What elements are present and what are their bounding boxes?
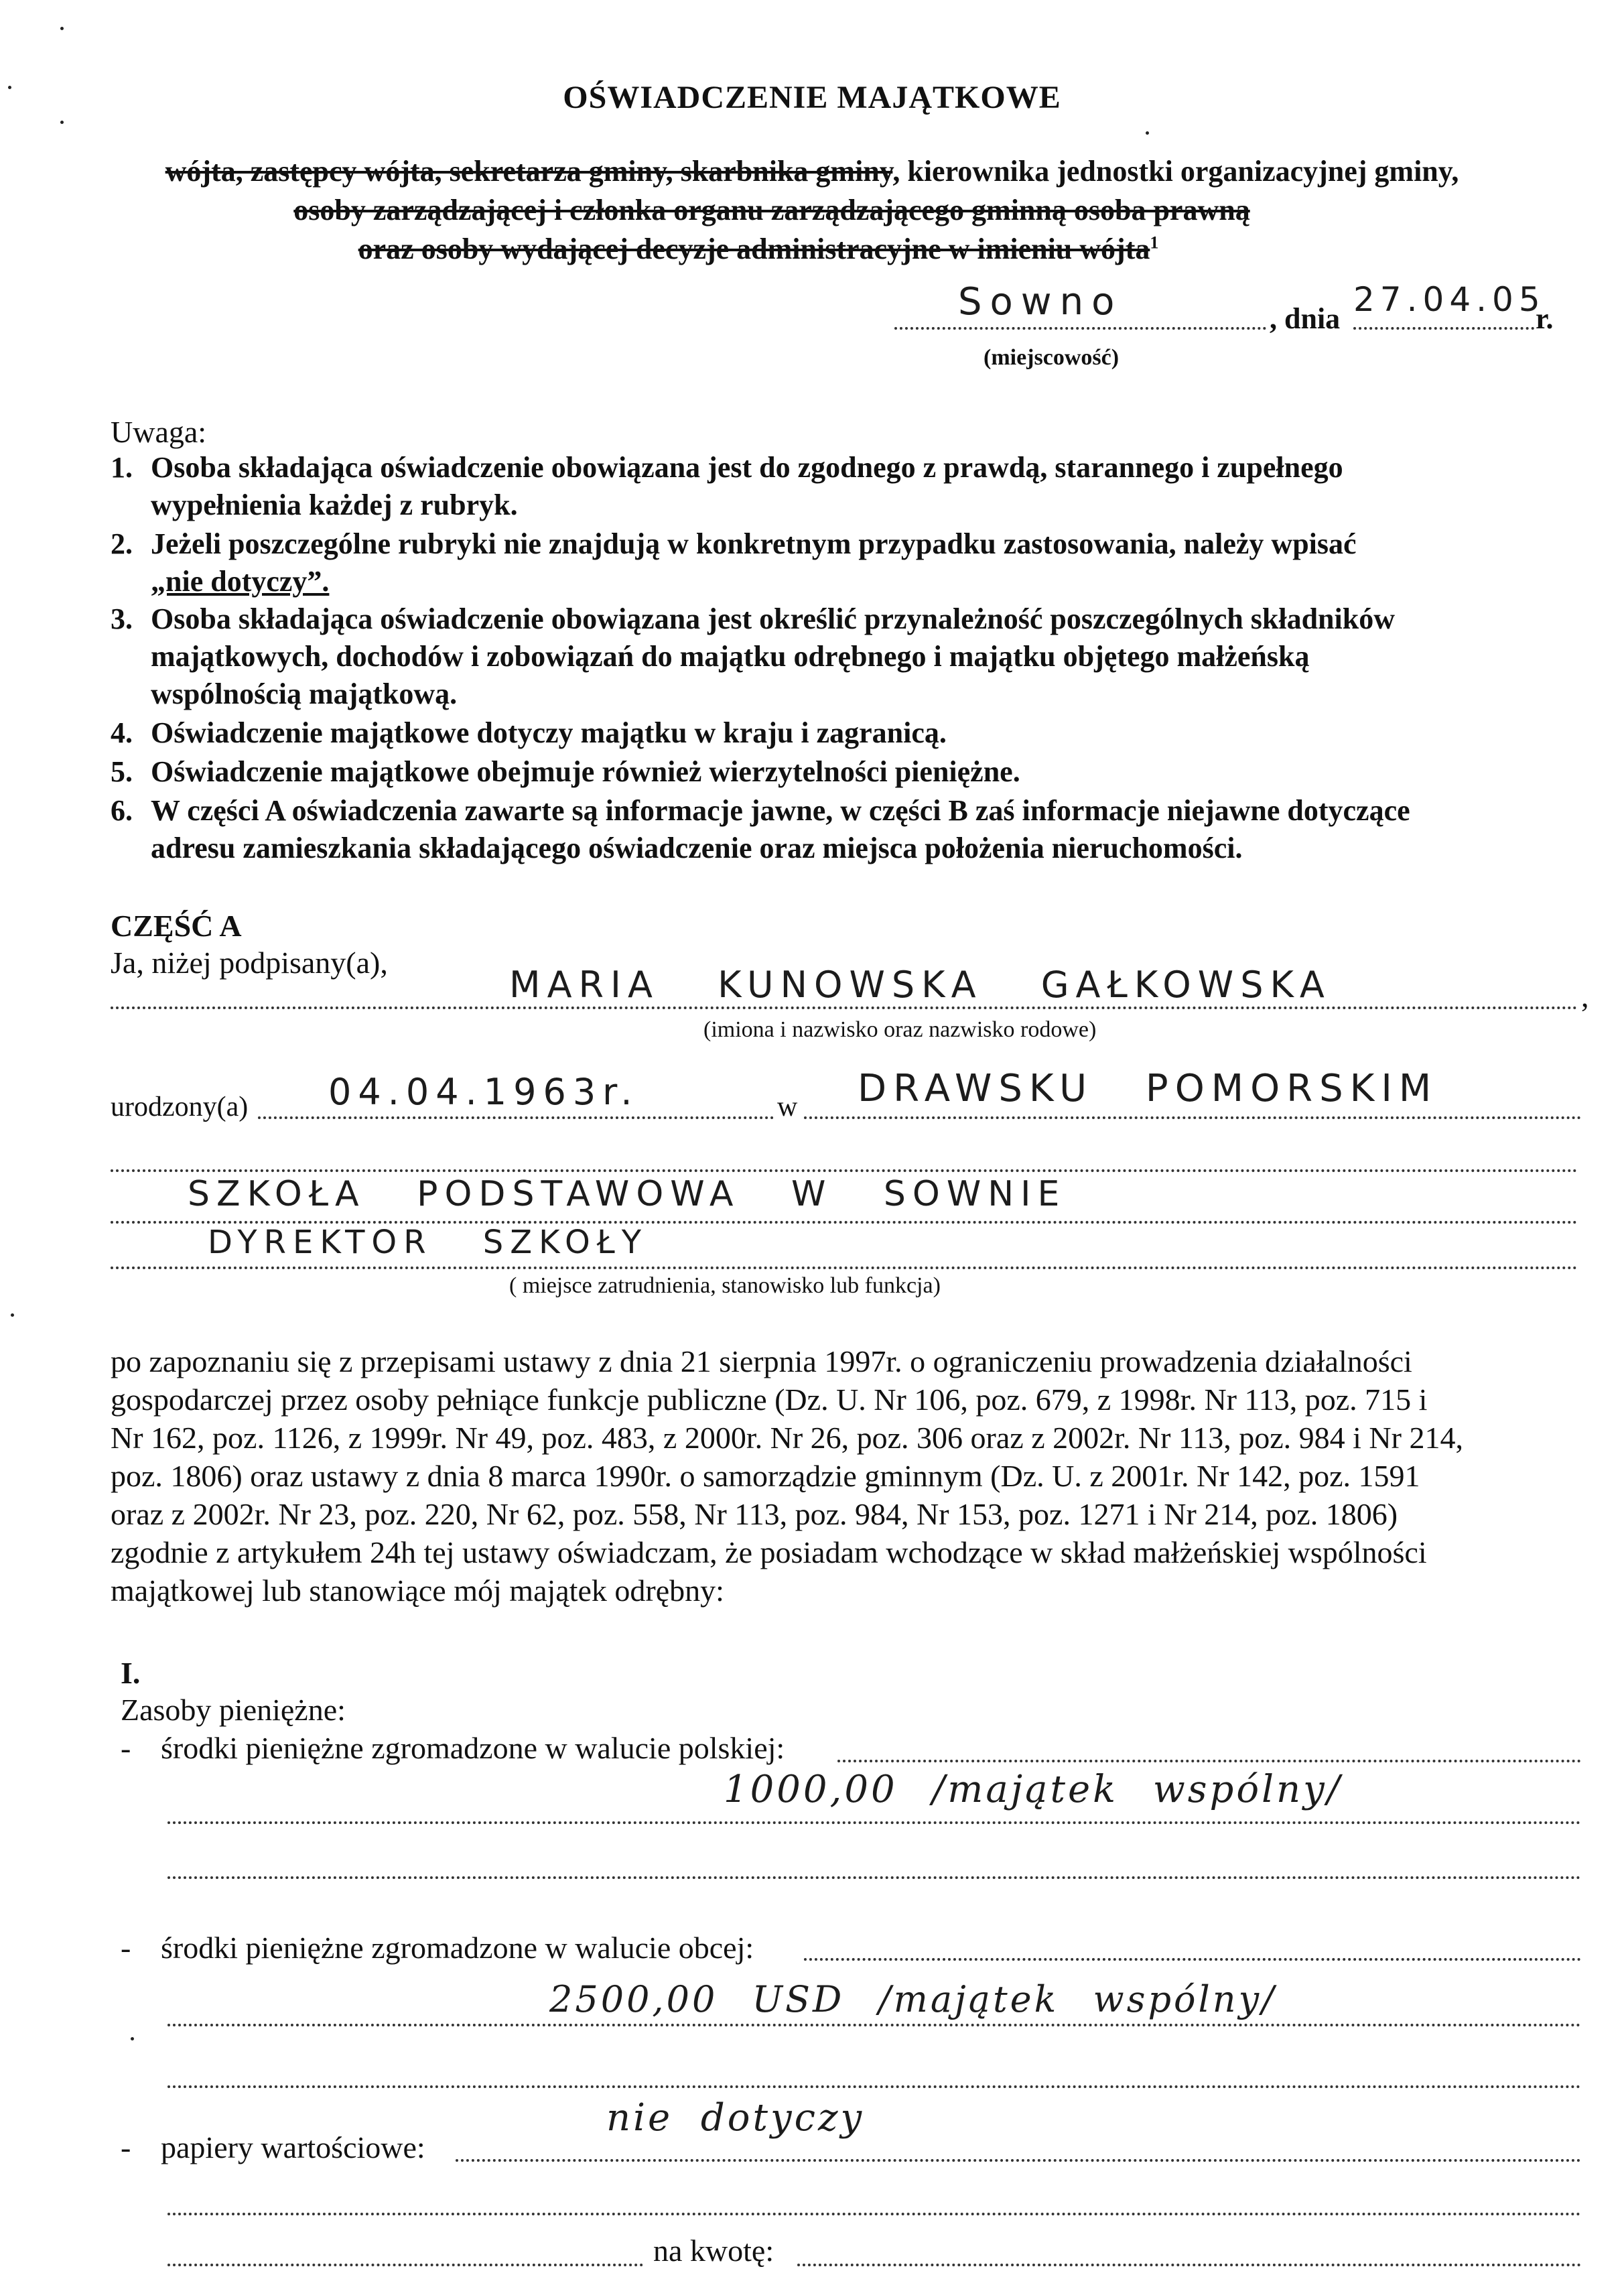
pln-value: 1000,00 /majątek wspólny/ (724, 1768, 1343, 1811)
header-line-1-rest: , kierownika jednostki organizacyjnej gminy, (892, 155, 1459, 188)
employment-value-1: SZKOŁA PODSTAWOWA W SOWNIE (188, 1174, 1067, 1214)
note-text: Oświadczenie majątkowe dotyczy majątku w kraju i zagranicą. (151, 716, 947, 749)
securities-line-2 (167, 2213, 1581, 2215)
document-title: OŚWIADCZENIE MAJĄTKOWE (563, 80, 1061, 115)
employment-value-2: DYREKTOR SZKOŁY (208, 1224, 649, 1261)
extra-line (111, 1169, 1578, 1172)
foreign-value: 2500,00 USD /majątek wspólny/ (549, 1978, 1277, 2020)
note-number: 4. (111, 716, 133, 749)
place-caption: (miejscowość) (984, 345, 1120, 370)
header-line-3-struck: oraz osoby wydającej decyzje administracyjne w imieniu wójta (358, 233, 1150, 265)
note-number: 1. (111, 451, 133, 484)
dash-securities: - (121, 2130, 131, 2164)
note-text: wspólnością majątkową. (151, 677, 458, 710)
date-field-line (1353, 327, 1534, 330)
scan-speck (11, 1313, 14, 1317)
employment-line-2 (111, 1267, 1578, 1269)
note-number: 3. (111, 602, 133, 635)
header-line-2 (0, 193, 1584, 227)
securities-line-1 (456, 2159, 1581, 2162)
born-place-value: DRAWSKU POMORSKIM (858, 1067, 1438, 1110)
header-line-1 (0, 154, 1624, 188)
w-label: w (777, 1092, 798, 1122)
statement-line: zgodnie z artykułem 24h tej ustawy oświadczam, że posiadam wchodzące w skład małżeńskiej wspólności (111, 1535, 1427, 1569)
note-text: Oświadczenie majątkowe obejmuje również wierzytelności pieniężne. (151, 755, 1020, 788)
note-number: 5. (111, 755, 133, 788)
note-text: Osoba składająca oświadczenie obowiązana jest do zgodnego z prawdą, starannego i zupełnego (151, 451, 1343, 484)
note-text: Osoba składająca oświadczenie obowiązana jest określić przynależność poszczególnych składników (151, 602, 1396, 635)
date-value: 27.04.05 (1353, 280, 1546, 319)
name-caption: (imiona i nazwisko oraz nazwisko rodowe) (703, 1017, 1097, 1042)
scan-speck (60, 27, 64, 30)
born-label: urodzony(a) (111, 1092, 249, 1122)
header-line-1-struck: wójta, zastępcy wójta, sekretarza gminy, skarbnika gminy (165, 155, 893, 188)
name-comma: , (1581, 979, 1589, 1013)
amount-label: na kwotę: (653, 2233, 774, 2268)
born-place-line (804, 1116, 1581, 1119)
securities-label: papiery wartościowe: (161, 2130, 425, 2164)
note-text: W części A oświadczenia zawarte są informacje jawne, w części B zaś informacje niejawne dotyczące (151, 794, 1410, 827)
foreign-line-3 (167, 2085, 1581, 2088)
note-text: wypełnienia każdej z rubryk. (151, 489, 518, 521)
name-field-line (111, 1006, 1578, 1009)
statement-line: oraz z 2002r. Nr 23, poz. 220, Nr 62, poz. 558, Nr 113, poz. 984, Nr 153, poz. 1271 i Nr 214, poz. 1806) (111, 1497, 1398, 1531)
part-a-heading: CZĘŚĆ A (111, 909, 242, 943)
scan-speck (8, 86, 11, 89)
statement-line: gospodarczej przez osoby pełniące funkcje publiczne (Dz. U. Nr 106, poz. 679, z 1998r. Nr 113, poz. 715 i (111, 1382, 1428, 1417)
securities-value: nie dotyczy (606, 2096, 865, 2140)
footnote-marker: 1 (1150, 233, 1159, 253)
note-number: 6. (111, 794, 133, 827)
statement-line: poz. 1806) oraz ustawy z dnia 8 marca 1990r. o samorządzie gminnym (Dz. U. z 2001r. Nr 142, poz. 1591 (111, 1459, 1420, 1493)
amount-pre-line (167, 2264, 643, 2266)
dash-foreign: - (121, 1931, 131, 1965)
notes-heading: Uwaga: (111, 415, 207, 449)
note-text: majątkowych, dochodów i zobowiązań do majątku odrębnego i majątku objętego małżeńską (151, 640, 1310, 673)
foreign-line-2 (167, 2024, 1581, 2026)
scan-speck (1146, 131, 1149, 135)
note-text: „nie dotyczy”. (151, 565, 330, 598)
header-line-3 (0, 232, 1570, 266)
note-number: 2. (111, 527, 133, 560)
scan-speck (60, 121, 64, 124)
born-date-value: 04.04.1963r. (328, 1071, 639, 1113)
statement-line: po zapoznaniu się z przepisami ustawy z dnia 21 sierpnia 1997r. o ograniczeniu prowadzenia działalności (111, 1344, 1412, 1378)
foreign-line-1 (804, 1958, 1581, 1961)
scan-speck (131, 2037, 134, 2040)
section-i-numeral: I. (121, 1656, 141, 1690)
statement-line: Nr 162, poz. 1126, z 1999r. Nr 49, poz. 483, z 2000r. Nr 26, poz. 306 oraz z 2002r. Nr 113, poz. 984 i Nr 214, (111, 1421, 1463, 1455)
note-text: adresu zamieszkania składającego oświadczenie oraz miejsca położenia nieruchomości. (151, 832, 1243, 864)
dnia-label: , dnia (1270, 302, 1341, 335)
section-i-heading: Zasoby pieniężne: (121, 1693, 346, 1727)
place-field-line (894, 327, 1266, 330)
pln-line-2 (167, 1821, 1581, 1824)
statement-line: majątkowej lub stanowiące mój majątek odrębny: (111, 1573, 724, 1608)
header-line-2-struck: osoby zarządzającej i członka organu zarządzającego gminną osoba prawną (293, 194, 1250, 226)
foreign-label: środki pieniężne zgromadzone w walucie obcej: (161, 1931, 754, 1965)
place-value: Sowno (958, 280, 1123, 324)
name-value: MARIA KUNOWSKA GAŁKOWSKA (509, 964, 1331, 1006)
dash-pln: - (121, 1731, 131, 1765)
pln-line-1 (837, 1760, 1581, 1762)
intro-label: Ja, niżej podpisany(a), (111, 946, 388, 980)
employment-caption: ( miejsce zatrudnienia, stanowisko lub funkcja) (509, 1273, 941, 1298)
pln-line-3 (167, 1876, 1581, 1879)
note-text: Jeżeli poszczególne rubryki nie znajdują w konkretnym przypadku zastosowania, należy wpisać (151, 527, 1357, 560)
r-suffix: r. (1536, 302, 1554, 335)
amount-line (797, 2264, 1581, 2266)
born-date-line (258, 1116, 774, 1119)
pln-label: środki pieniężne zgromadzone w walucie polskiej: (161, 1731, 785, 1765)
